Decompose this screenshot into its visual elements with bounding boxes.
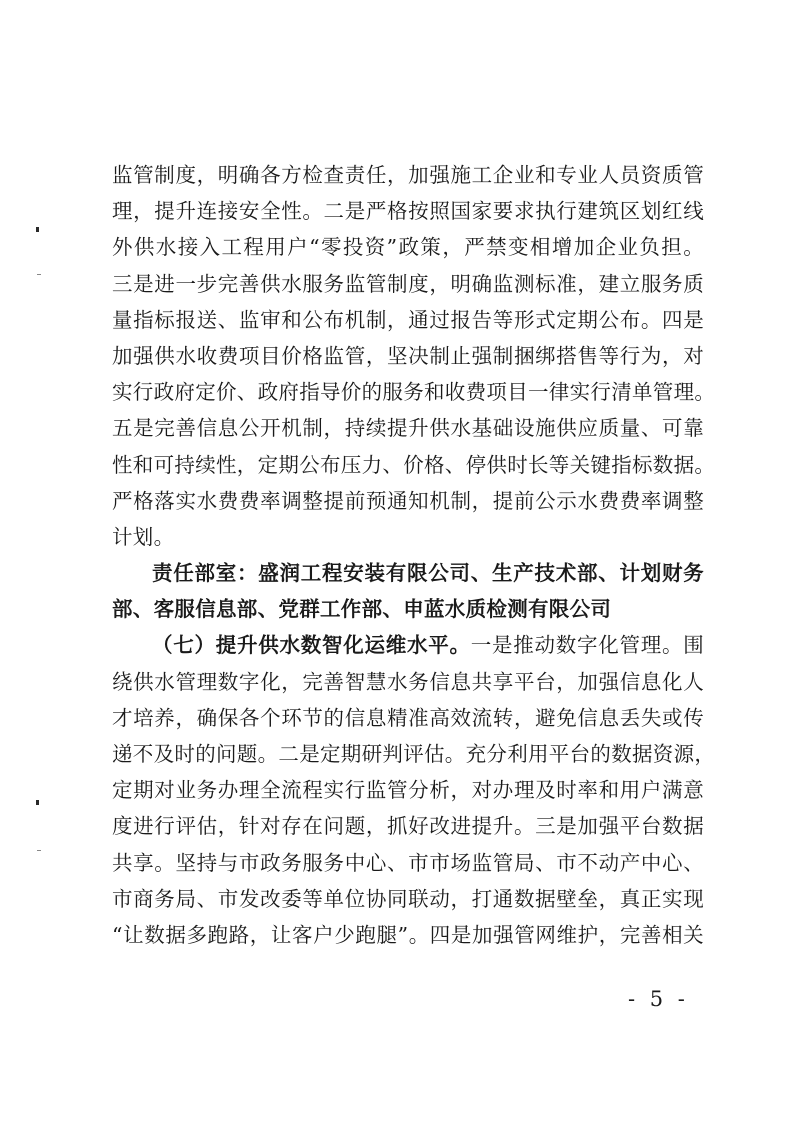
paragraph-line: 计划。 bbox=[112, 524, 175, 549]
scan-mark bbox=[36, 227, 39, 232]
paragraph-line: 量指标报送、监审和公布机制，通过报告等形式定期公布。四是 bbox=[112, 307, 704, 332]
responsibility-line: 部、客服信息部、党群工作部、申蓝水质检测有限公司 bbox=[112, 597, 612, 622]
paragraph-line: 加强供水收费项目价格监管，坚决制止强制捆绑搭售等行为，对 bbox=[112, 343, 704, 368]
scan-mark bbox=[36, 800, 39, 805]
paragraph-line: 监管制度，明确各方检查责任，加强施工企业和专业人员资质管 bbox=[112, 163, 704, 187]
body-text bbox=[112, 157, 716, 953]
paragraph-line: 五是完善信息公开机制，持续提升供水基础设施供应质量、可靠 bbox=[112, 416, 704, 441]
paragraph-line: 度进行评估，针对存在问题，抓好改进提升。三是加强平台数据 bbox=[112, 814, 704, 839]
paragraph-line: 性和可持续性，定期公布压力、价格、停供时长等关键指标数据。 bbox=[112, 452, 716, 477]
section-heading-line bbox=[112, 627, 704, 663]
section-heading: （七）提升供水数智化运维水平。 bbox=[152, 633, 471, 658]
paragraph-line: 外供水接入工程用户“零投资”政策，严禁变相增加企业负担。 bbox=[112, 235, 704, 260]
paragraph-line: 严格落实水费费率调整提前预通知机制，提前公示水费费率调整 bbox=[112, 488, 704, 513]
paragraph-line: 共享。坚持与市政务服务中心、市市场监管局、市不动产中心、 bbox=[112, 850, 704, 875]
paragraph-line: “让数据多跑路，让客户少跑腿”。四是加强管网维护，完善相关 bbox=[112, 922, 704, 947]
scan-mark bbox=[37, 850, 41, 851]
section-text: 一是推动数字化管理。围 bbox=[470, 633, 704, 658]
paragraph-line: 实行政府定价、政府指导价的服务和收费项目一律实行清单管理。 bbox=[112, 380, 716, 405]
scan-mark bbox=[37, 274, 41, 275]
paragraph-line: 三是进一步完善供水服务监管制度，明确监测标准，建立服务质 bbox=[112, 271, 704, 296]
paragraph-line: 理，提升连接安全性。二是严格按照国家要求执行建筑区划红线 bbox=[112, 199, 704, 224]
paragraph-line: 递不及时的问题。二是定期研判评估。充分利用平台的数据资源， bbox=[112, 742, 716, 766]
paragraph-line: 绕供水管理数字化，完善智慧水务信息共享平台，加强信息化人 bbox=[112, 669, 704, 694]
paragraph-line: 市商务局、市发改委等单位协同联动，打通数据壁垒，真正实现 bbox=[112, 886, 704, 911]
page-number: - 5 - bbox=[628, 987, 689, 1011]
responsibility-line: 责任部室：盛润工程安装有限公司、生产技术部、计划财务 bbox=[152, 561, 704, 586]
paragraph-line: 才培养，确保各个环节的信息精准高效流转，避免信息丢失或传 bbox=[112, 705, 704, 730]
paragraph-line: 定期对业务办理全流程实行监管分析，对办理及时率和用户满意 bbox=[112, 778, 704, 803]
